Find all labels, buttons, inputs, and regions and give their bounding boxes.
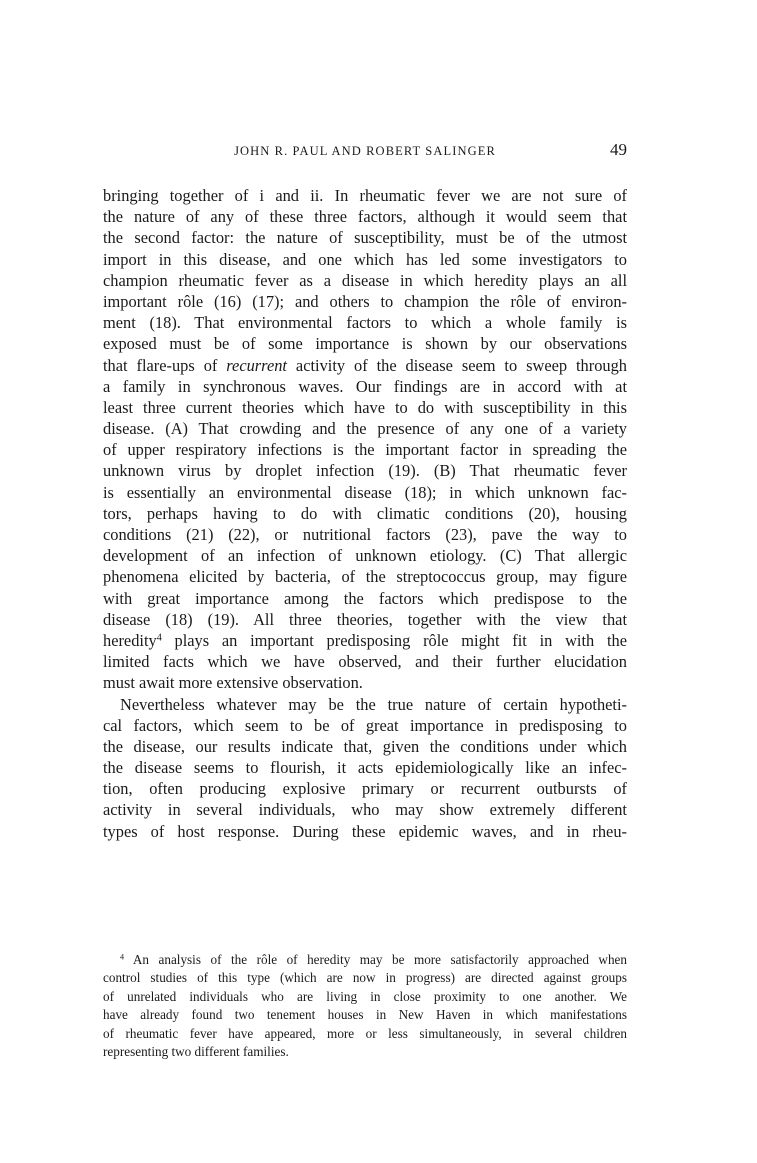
footnote-marker: 4 <box>120 952 125 962</box>
body-line: is essentially an environmental disease (18); in which unknown fac- <box>103 482 627 502</box>
body-line: conditions (21) (22), or nutritional factors (23), pave the way to <box>103 525 627 544</box>
paragraph-2 <box>103 694 627 842</box>
body-line: tion, often producing explosive primary or recurrent outbursts of <box>103 779 627 799</box>
footnote-line: representing two different families. <box>103 1043 289 1059</box>
footnote <box>103 951 627 1061</box>
body-line: limited facts which we have observed, and their further elucidation <box>103 652 627 672</box>
body-line: Nevertheless whatever may be the true nature of certain hypotheti- <box>120 694 627 714</box>
body-line-with-footnote-ref: heredity$^4$ plays an important predisposing rôle might fit in with the <box>103 630 627 650</box>
footnote-line: of unrelated individuals who are living in close proximity to one another. We <box>103 988 627 1004</box>
body-line: types of host response. During these epidemic waves, and in rheu- <box>103 821 627 841</box>
body-line: exposed must be of some importance is shown by our observations <box>103 334 627 354</box>
body-line: import in this disease, and one which has led some investigators to <box>103 249 627 269</box>
body-line: the disease, our results indicate that, given the conditions under which <box>103 736 627 756</box>
body-line: champion rheumatic fever as a disease in which heredity plays an all <box>103 270 627 290</box>
body-line: important rôle (16) (17); and others to champion the rôle of environ- <box>103 291 627 311</box>
body-line: a family in synchronous waves. Our findings are in accord with at <box>103 376 627 396</box>
body-line: disease. (A) That crowding and the presence of any one of a variety <box>103 419 627 439</box>
body-line: ment (18). That environmental factors to which a whole family is <box>103 313 627 333</box>
footnote-line <box>103 951 627 969</box>
body-line: activity in several individuals, who may show extremely different <box>103 800 627 820</box>
page-number: 49 <box>610 140 627 159</box>
body-line: with great importance among the factors which predispose to the <box>103 588 627 608</box>
body-line: phenomena elicited by bacteria, of the streptococcus group, may figure <box>103 567 627 587</box>
body-line: bringing together of i and ii. In rheumatic fever we are not sure of <box>103 186 627 205</box>
body-line: cal factors, which seem to be of great importance in predisposing to <box>103 715 627 735</box>
body-line-with-italic: that flare-ups of recurrent activity of the disease seem to sweep through <box>103 355 627 375</box>
footnote-line: of rheumatic fever have appeared, more or less simultaneously, in several children <box>103 1025 627 1041</box>
body-line: disease (18) (19). All three theories, together with the view that <box>103 609 627 629</box>
body-line: must await more extensive observation. <box>103 673 363 693</box>
body-text <box>103 185 627 842</box>
paragraph-1 <box>103 185 627 694</box>
body-line: least three current theories which have to do with susceptibility in this <box>103 397 627 417</box>
body-line: of upper respiratory infections is the important factor in spreading the <box>103 440 627 460</box>
body-line: tors, perhaps having to do with climatic conditions (20), housing <box>103 503 627 523</box>
footnote-line: control studies of this type (which are now in progress) are directed against groups <box>103 970 627 986</box>
body-line: development of an infection of unknown etiology. (C) That allergic <box>103 546 627 566</box>
footnote-text: An analysis of the rôle of heredity may be more satisfactorily approached when <box>132 952 627 967</box>
footnote-line: have already found two tenement houses in New Haven in which manifestations <box>103 1007 627 1023</box>
body-line: the second factor: the nature of susceptibility, must be of the utmost <box>103 228 627 248</box>
footnote-ref: 4 <box>156 632 162 644</box>
body-line: unknown virus by droplet infection (19). (B) That rheumatic fever <box>103 461 627 481</box>
body-line: the disease seems to flourish, it acts epidemiologically like an infec- <box>103 758 627 778</box>
italic-word: recurrent <box>226 355 287 375</box>
running-title: JOHN R. PAUL AND ROBERT SALINGER <box>234 144 496 158</box>
running-head <box>103 140 627 168</box>
body-line: the nature of any of these three factors, although it would seem that <box>103 207 627 227</box>
